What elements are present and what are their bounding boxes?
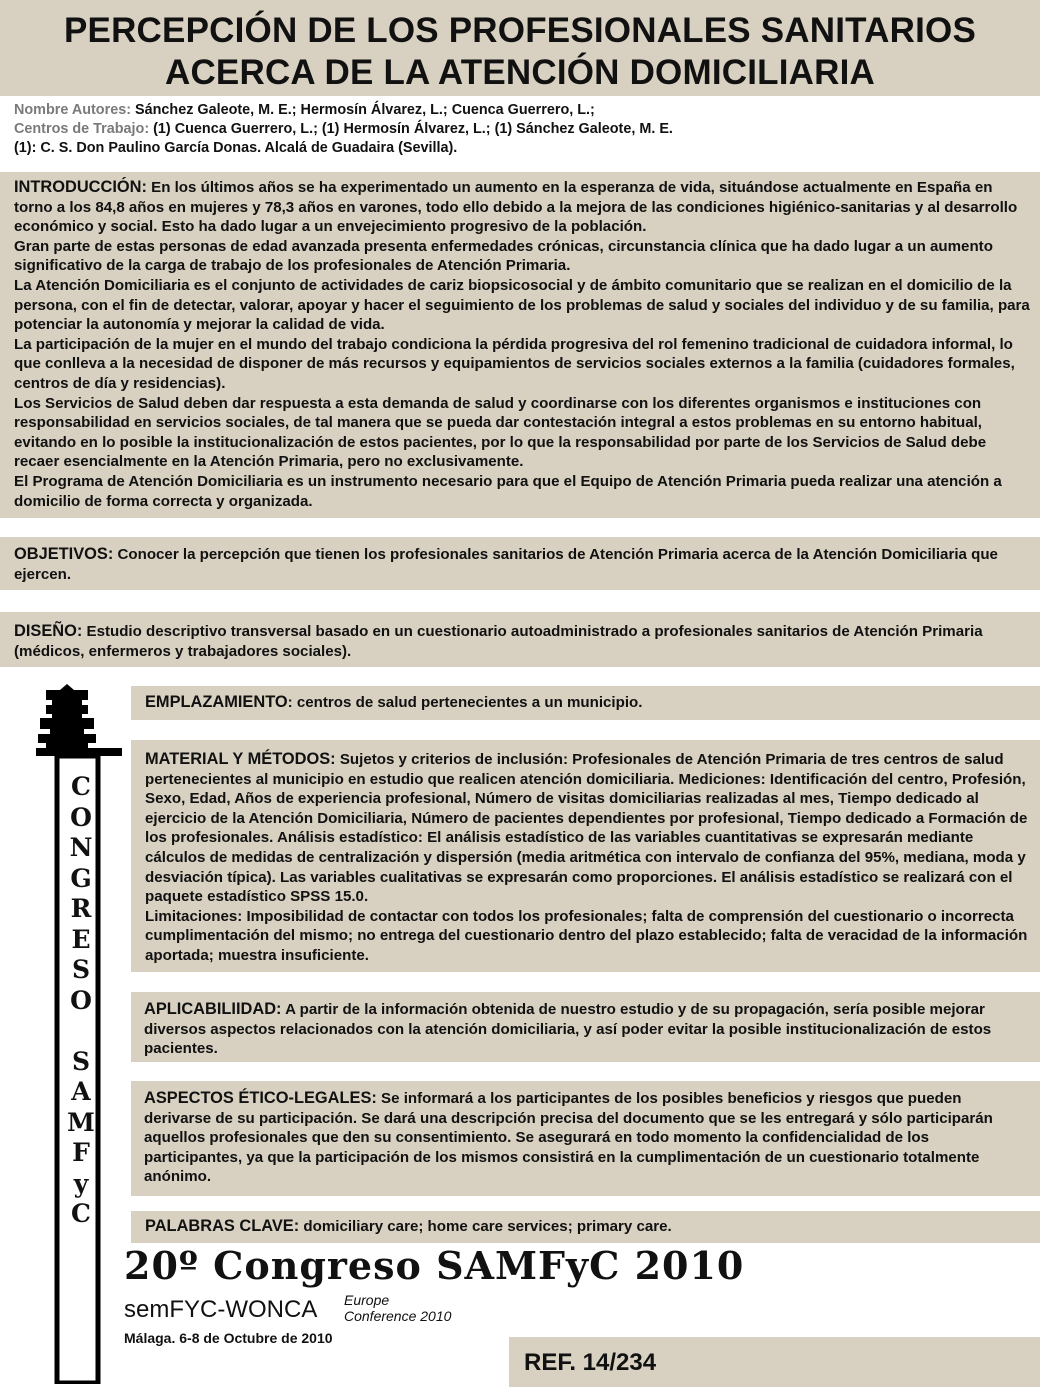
authors-block (14, 101, 1024, 158)
tower-letter: R (70, 894, 92, 923)
intro-p5: Los Servicios de Salud deben dar respuesta a esta demanda de salud y coordinarse con los diferentes organismos e instituciones con responsabilidad en servicios sociales, de tal manera que se pueda dar contestación integral a estos problemas en su entorno habitual, evitando en lo posible la institucionalización de estos pacientes, por lo que la responsabilidad por parte de los Servicios de Salud debe recaer esencialmente en la Atención Primaria, pero no exclusivamente. (14, 394, 987, 471)
intro-p4: La participación de la mujer en el mundo del trabajo condiciona la pérdida progresiva del rol femenino tradicional de cuidadora informal, lo que conlleva a la necesidad de disponer de más recursos y equipamientos de servicios sociales externos a la familia (cuidadores formales, centros de día y residencias). (14, 335, 1015, 392)
title-line-2: ACERCA DE LA ATENCIÓN DOMICILIARIA (164, 53, 875, 92)
congress-date-place: Málaga. 6-8 de Octubre de 2010 (124, 1330, 333, 1346)
material-limitaciones: Limitaciones: Imposibilidad de contactar con todos los profesionales; falta de comprensión del cuestionario o incorrecta cumplimentación del mismo; no entrega del cuestionario dentro del plazo establecido; falta de veracidad de la información aportada; muestra insuficiente. (145, 907, 1028, 964)
tower-letter: N (69, 833, 93, 862)
material-heading: MATERIAL Y MÉTODOS: (145, 750, 336, 768)
emplazamiento-section (145, 693, 1025, 713)
palabras-section (145, 1217, 1025, 1237)
tower-letter: G (70, 863, 92, 893)
aplicabilidad-heading: APLICABILIIDAD: (144, 1000, 282, 1018)
centers-label: Centros de Trabajo: (14, 121, 150, 137)
tower-letter: O (70, 985, 92, 1015)
intro-heading: INTRODUCCIÓN: (14, 178, 147, 196)
tower-letter (62, 1016, 100, 1047)
semfyc-wonca-logo: semFYC-WONCA (124, 1296, 318, 1323)
authors-line (14, 101, 1024, 120)
authors-label: Nombre Autores: (14, 102, 132, 118)
europe-conference (344, 1292, 451, 1324)
intro-p2: Gran parte de estas personas de edad avanzada presenta enfermedades crónicas, circunstancia clínica que ha dado lugar a un aumento significativo de la carga de trabajo de los profesionales de Atención Primaria. (14, 237, 993, 275)
authors-names: Sánchez Galeote, M. E.; Hermosín Álvarez, L.; Cuenca Guerrero, L.; (131, 102, 595, 118)
tower-letter: C (71, 772, 91, 801)
material-text: Sujetos y criterios de inclusión: Profesionales de Atención Primaria de tres centros de salud pertenecientes al municipio en estudio que realicen atención domiciliaria. Mediciones: Identificación del centro, Profesión, Sexo, Edad, Años de experiencia profesional, Número de visitas domiciliarias realizadas al mes, Tiempo dedicado al ejercicio de la Atención Domiciliaria, Número de pacientes dependientes por profesional, Tiempo dedicado a Formación de los profesionales. Análisis estadístico: El análisis estadístico de las variables cuantitativas se expresarán mediante cálculos de medidas de centralización y dispersión (media aritmética con intervalo de confianza del 95%, mediana, moda y desviación típica). Las variables cualitativas se expresarán como proporciones. El análisis estadístico se realizará con el paquete estadístico SPSS 15.0. (145, 751, 1028, 906)
tower-letter: y (73, 1168, 89, 1198)
intro-section (14, 178, 1030, 511)
etico-section (144, 1089, 1029, 1187)
tower-letter: M (67, 1107, 95, 1137)
objetivos-heading: OBJETIVOS: (14, 545, 114, 563)
tower-letter: S (71, 955, 91, 984)
reference-number: REF. 14/234 (524, 1349, 657, 1376)
emplazamiento-text: : centros de salud pertenecientes a un municipio. (287, 694, 643, 711)
europe-line-2: Conference 2010 (344, 1308, 452, 1324)
aplicabilidad-text: A partir de la información obtenida de nuestro estudio y de su propagación, sería posible mejorar diversos aspectos relacionados con la atención domiciliaria, y así poder evitar la posible institucionalización de estos pacientes. (144, 1001, 992, 1058)
intro-p1: En los últimos años se ha experimentado un aumento en la esperanza de vida, situándose actualmente en España en torno a los 84,8 años en mujeres y 78,3 años en varones, todo ello debido a la mejora de las condiciones higiénico-sanitarias y al desarrollo económico y social. Esto ha dado lugar a un envejecimiento progresivo de la población. (14, 179, 1018, 236)
tower-letter: C (71, 1199, 91, 1228)
poster-title (0, 10, 1040, 94)
congress-title: 20º Congreso SAMFyC 2010 (124, 1243, 745, 1288)
tower-letters (62, 772, 100, 1230)
diseno-section (14, 622, 1030, 661)
diseno-heading: DISEÑO: (14, 622, 83, 640)
emplazamiento-heading: EMPLAZAMIENTO (145, 693, 288, 711)
intro-p6: El Programa de Atención Domiciliaria es un instrumento necesario para que el Equipo de Atención Primaria pueda realizar una atención a domicilio de forma correcta y organizada. (14, 472, 1002, 510)
title-line-1: PERCEPCIÓN DE LOS PROFESIONALES SANITARIOS (63, 11, 977, 50)
centers-names: (1) Cuenca Guerrero, L.; (1) Hermosín Álvarez, L.; (1) Sánchez Galeote, M. E. (149, 121, 673, 137)
diseno-text: Estudio descriptivo transversal basado en un cuestionario autoadministrado a profesionales sanitarios de Atención Primaria (médicos, enfermeros y trabajadores sociales). (14, 623, 983, 660)
affiliation-line: (1): C. S. Don Paulino García Donas. Alcalá de Guadaira (Sevilla). (14, 140, 458, 156)
tower-letter: O (70, 802, 92, 832)
tower-letter: E (71, 924, 91, 954)
tower-letter: F (72, 1138, 90, 1167)
palabras-text: domiciliary care; home care services; primary care. (299, 1218, 672, 1235)
aplicabilidad-section (144, 1000, 1024, 1059)
intro-p3: La Atención Domiciliaria es el conjunto de actividades de cariz biopsicosocial y de ámbito comunitario que se realizan en el domicilio de la persona, con el fin de detectar, valorar, apoyar y hacer el seguimiento de los problemas de salud y sociales del individuo y de su familia, para potenciar la autonomía y mejorar la calidad de vida. (14, 276, 1030, 334)
etico-text: Se informará a los participantes de los posibles beneficios y riesgos que pueden derivarse de su participación. Se dará una descripción precisa del documento que se les entregará y sólo participarán aquellos profesionales que den su consentimiento. Se asegurará en todo momento la confidencialidad de los participantes, ya que la participación de los mismos consistirá en la cumplimentación de un cuestionario totalmente anónimo. (144, 1090, 993, 1186)
objetivos-section (14, 545, 1030, 584)
europe-line-1: Europe (344, 1292, 390, 1308)
material-section (145, 750, 1035, 966)
tower-letter: A (71, 1077, 91, 1106)
centers-line (14, 120, 1024, 139)
etico-heading: ASPECTOS ÉTICO-LEGALES: (144, 1089, 377, 1107)
palabras-heading: PALABRAS CLAVE: (145, 1217, 300, 1235)
objetivos-text: Conocer la percepción que tienen los profesionales sanitarios de Atención Primaria acerca de la Atención Domiciliaria que ejercen. (14, 546, 998, 583)
tower-letter: S (71, 1046, 91, 1076)
